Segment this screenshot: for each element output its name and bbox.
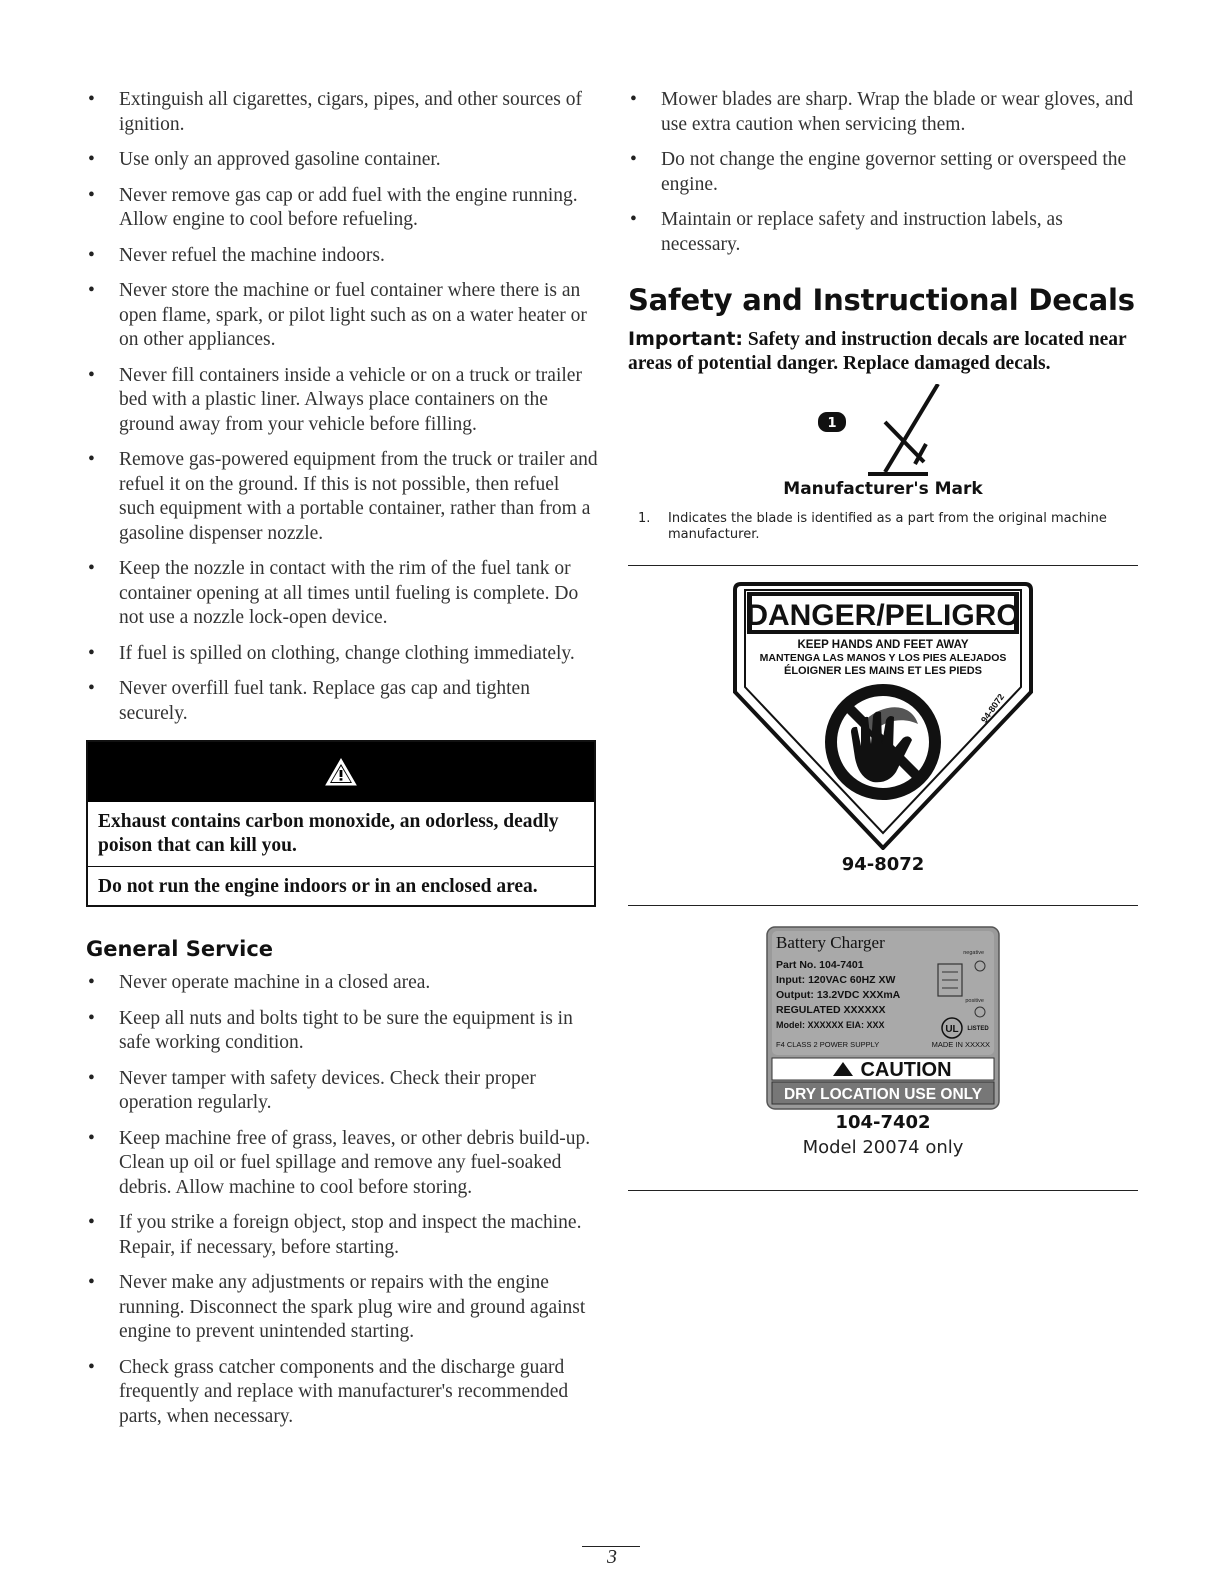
carbon-monoxide-warning-box <box>86 740 596 907</box>
right-column <box>628 88 1138 1191</box>
list-item: • Do not change the engine governor setting or overspeed the engine. <box>628 148 1138 197</box>
danger-line-english: KEEP HANDS AND FEET AWAY <box>797 639 969 651</box>
manufacturers-mark-figure <box>628 384 1138 479</box>
general-service-heading: General Service <box>86 937 274 961</box>
important-note <box>628 327 1138 376</box>
list-item: • Never tamper with safety devices. Check their proper operation regularly. <box>86 1067 598 1116</box>
page-number: 3 <box>607 1546 617 1568</box>
warning-triangle-icon <box>325 758 357 786</box>
section-divider <box>628 1190 1138 1191</box>
warning-divider <box>88 866 594 867</box>
danger-line-spanish: MANTENGA LAS MANOS Y LOS PIES ALEJADOS <box>759 652 1007 664</box>
maintenance-list <box>628 88 1138 257</box>
mark-caption: Manufacturer's Mark <box>783 479 983 499</box>
list-item: • Never make any adjustments or repairs with the engine running. Disconnect the spark plug wire and ground against engine to prevent unintended starting. <box>86 1271 598 1345</box>
list-item: • Never operate machine in a closed area. <box>86 971 598 996</box>
list-item: • Keep all nuts and bolts tight to be sure the equipment is in safe working condition. <box>86 1007 598 1056</box>
warning-header <box>88 742 594 802</box>
danger-decal-figure <box>628 582 1138 875</box>
danger-side-stamp: 94-8072 <box>978 691 1007 725</box>
general-service-list <box>86 971 598 1429</box>
charger-decal-figure <box>628 926 1138 1158</box>
important-label: Important: <box>628 328 744 350</box>
list-item: • Never store the machine or fuel container where there is an open flame, spark, or pilot light such as on a water heater or on other appliances. <box>86 279 598 353</box>
caution-title: CAUTION <box>860 1059 952 1081</box>
charger-regulated-label: REGULATED XXXXXX <box>776 1004 886 1016</box>
list-item: • Never remove gas cap or add fuel with the engine running. Allow engine to cool before refueling. <box>86 184 598 233</box>
footnote-number: 1. <box>638 511 651 526</box>
manufacturers-mark-icon <box>628 384 1138 479</box>
charger-part-label: Part No. 104-7401 <box>776 959 864 971</box>
list-item: • Use only an approved gasoline container. <box>86 148 598 173</box>
list-item: • Extinguish all cigarettes, cigars, pipes, and other sources of ignition. <box>86 88 598 137</box>
danger-line-french: ÉLOIGNER LES MAINS ET LES PIEDS <box>783 665 983 677</box>
list-item: • Never refuel the machine indoors. <box>86 244 598 269</box>
list-item: • Never fill containers inside a vehicle or on a truck or trailer bed with a plastic liner. Always place containers on the ground away from your vehicle before filling. <box>86 364 598 438</box>
dry-location-label: DRY LOCATION USE ONLY <box>783 1086 983 1103</box>
list-item: • If fuel is spilled on clothing, change clothing immediately. <box>86 642 598 667</box>
decals-heading: Safety and Instructional Decals <box>628 283 1135 317</box>
section-divider <box>628 565 1138 566</box>
list-item: • Keep machine free of grass, leaves, or other debris build-up. Clean up oil or fuel spillage and remove any fuel-soaked debris. Allow machine to cool before storing. <box>86 1127 598 1201</box>
section-divider <box>628 905 1138 906</box>
charger-input-label: Input: 120VAC 60HZ XW <box>776 974 896 986</box>
footnote-text: Indicates the blade is identified as a part from the original machine manufacturer. <box>668 511 1107 542</box>
list-item: • Remove gas-powered equipment from the truck or trailer and refuel it on the ground. If this is not possible, then refuel such equipment with a portable container, rather than from a gasoline dispenser nozzle. <box>86 448 598 546</box>
list-item: • Maintain or replace safety and instruction labels, as necessary. <box>628 208 1138 257</box>
ul-mark: UL <box>945 1024 959 1035</box>
charger-model-note: Model 20074 only <box>802 1137 964 1158</box>
warning-body <box>88 802 594 905</box>
warning-text-2: Do not run the engine indoors or in an enclosed area. <box>98 876 538 897</box>
danger-title: DANGER/PELIGRO <box>746 599 1020 632</box>
left-column <box>86 88 598 1440</box>
danger-decal <box>733 582 1033 850</box>
battery-charger-decal <box>766 926 1000 1110</box>
mark-footnote <box>628 511 1138 543</box>
list-item: • Mower blades are sharp. Wrap the blade or wear gloves, and use extra caution when servicing them. <box>628 88 1138 137</box>
list-item: • Check grass catcher components and the discharge guard frequently and replace with manufacturer's recommended parts, when necessary. <box>86 1356 598 1430</box>
charger-model-label: Model: XXXXXX EIA: XXX <box>776 1020 885 1030</box>
charger-decal-part-number: 104-7402 <box>835 1112 931 1133</box>
list-item: • If you strike a foreign object, stop and inspect the machine. Repair, if necessary, before starting. <box>86 1211 598 1260</box>
charger-title: Battery Charger <box>776 933 885 952</box>
list-item: • Keep the nozzle in contact with the rim of the fuel tank or container opening at all times until fueling is complete. Do not use a nozzle lock-open device. <box>86 557 598 631</box>
charger-positive-label: positive <box>965 998 984 1004</box>
charger-made-in-label: MADE IN XXXXX <box>931 1040 990 1049</box>
mark-callout-number: 1 <box>827 416 837 431</box>
fuel-safety-list <box>86 88 598 726</box>
important-text: Safety and instruction decals are located near areas of potential danger. Replace damaged decals. <box>628 329 1127 374</box>
charger-negative-label: negative <box>963 950 984 956</box>
list-item: • Never overfill fuel tank. Replace gas cap and tighten securely. <box>86 677 598 726</box>
charger-class-label: F4 CLASS 2 POWER SUPPLY <box>776 1040 880 1049</box>
danger-decal-part-number: 94-8072 <box>841 854 925 875</box>
charger-output-label: Output: 13.2VDC XXXmA <box>776 989 901 1001</box>
warning-text-1: Exhaust contains carbon monoxide, an odorless, deadly poison that can kill you. <box>98 811 559 856</box>
ul-listed-label: LISTED <box>967 1026 989 1032</box>
